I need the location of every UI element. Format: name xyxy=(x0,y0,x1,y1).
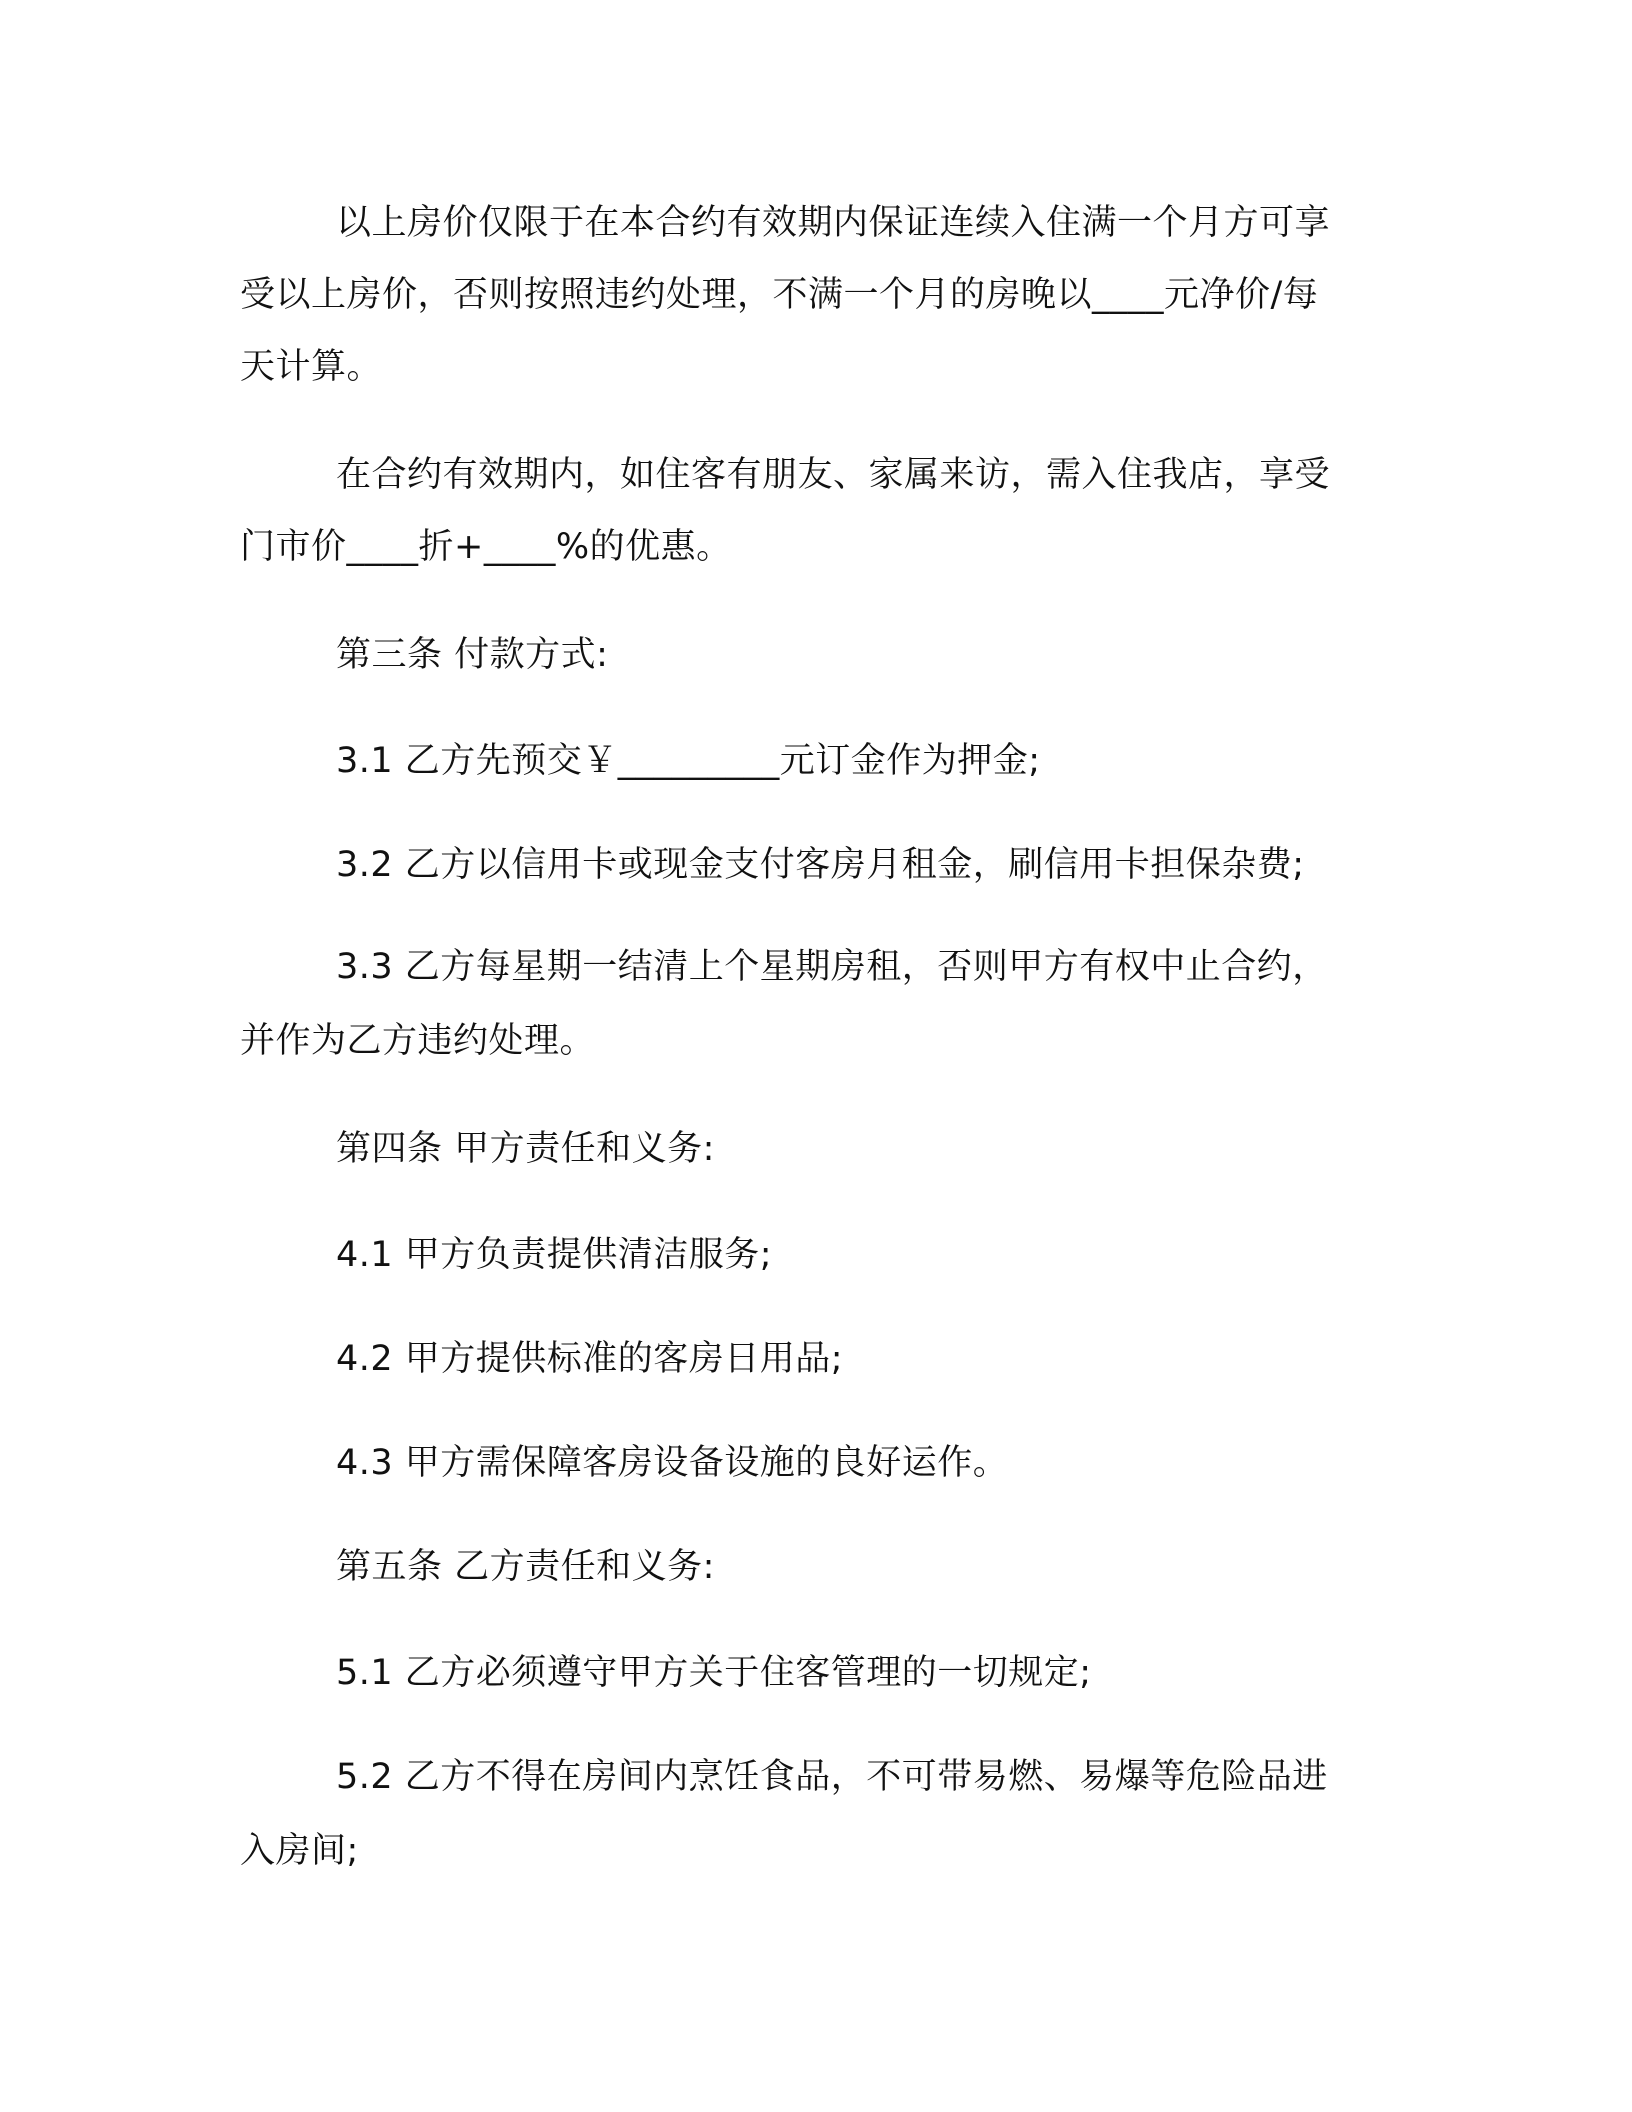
paragraph-room-rate-line-3: 天计算。 xyxy=(240,347,383,387)
paragraph-room-rate-line-2: 受以上房价，否则按照违约处理，不满一个月的房晚以____元净价/每 xyxy=(240,275,1319,315)
paragraph-visitor-discount-line-1: 在合约有效期内，如住客有朋友、家属来访，需入住我店，享受 xyxy=(336,455,1331,495)
clause-5-1: 5.1 乙方必须遵守甲方关于住客管理的一切规定; xyxy=(336,1653,1092,1693)
paragraph-room-rate-line-1: 以上房价仅限于在本合约有效期内保证连续入住满一个月方可享 xyxy=(336,203,1331,243)
clause-3-1: 3.1 乙方先预交￥_________元订金作为押金; xyxy=(336,741,1041,781)
clause-3-3-line-2: 并作为乙方违约处理。 xyxy=(240,1021,596,1061)
article-5-heading: 第五条 乙方责任和义务: xyxy=(336,1547,715,1587)
clause-4-3: 4.3 甲方需保障客房设备设施的良好运作。 xyxy=(336,1443,1009,1483)
clause-4-2: 4.2 甲方提供标准的客房日用品; xyxy=(336,1339,844,1379)
article-3-heading: 第三条 付款方式: xyxy=(336,635,609,675)
clause-3-2: 3.2 乙方以信用卡或现金支付客房月租金，刷信用卡担保杂费; xyxy=(336,845,1305,885)
clause-4-1: 4.1 甲方负责提供清洁服务; xyxy=(336,1235,773,1275)
clause-3-3-line-1: 3.3 乙方每星期一结清上个星期房租，否则甲方有权中止合约， xyxy=(336,947,1328,987)
clause-5-2-line-2: 入房间; xyxy=(240,1831,359,1871)
paragraph-visitor-discount-line-2: 门市价____折+____%的优惠。 xyxy=(240,527,732,567)
clause-5-2-line-1: 5.2 乙方不得在房间内烹饪食品，不可带易燃、易爆等危险品进 xyxy=(336,1757,1328,1797)
article-4-heading: 第四条 甲方责任和义务: xyxy=(336,1129,715,1169)
